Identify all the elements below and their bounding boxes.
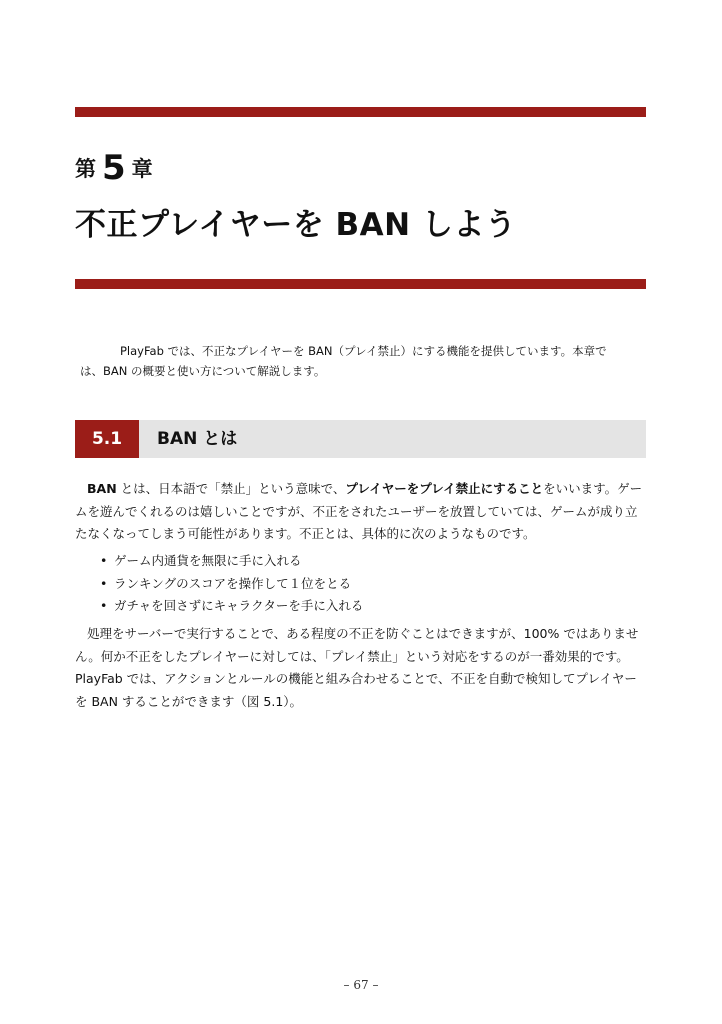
paragraph-1-text-a: とは、日本語で「禁止」という意味で、 — [116, 481, 346, 496]
paragraph-1 — [75, 478, 646, 546]
chapter-intro — [80, 341, 640, 381]
list-item: • ガチャを回さずにキャラクターを手に入れる — [100, 595, 363, 618]
list-item: • ゲーム内通貨を無限に手に入れる — [100, 550, 363, 573]
cheat-examples-list — [100, 550, 363, 618]
chapter-label — [75, 148, 153, 189]
chapter-suffix: 章 — [131, 157, 153, 181]
paragraph-1-emphasis: プレイヤーをプレイ禁止にすること — [345, 481, 544, 496]
list-item: • ランキングのスコアを操作して１位をとる — [100, 573, 363, 596]
chapter-bottom-rule — [75, 279, 646, 289]
chapter-number: 5 — [102, 148, 126, 188]
section-header — [75, 420, 646, 458]
paragraph-2 — [75, 623, 646, 713]
section-number: 5.1 — [75, 420, 139, 458]
chapter-top-rule — [75, 107, 646, 117]
term-ban: BAN — [87, 481, 117, 496]
section-title: BAN とは — [157, 429, 238, 449]
intro-line-1: PlayFab では、不正なプレイヤーを BAN（プレイ禁止）にする機能を提供しています。本章で — [120, 344, 607, 358]
page-number: – 67 – — [343, 978, 379, 992]
paragraph-2-text: 処理をサーバーで実行することで、ある程度の不正を防ぐことはできますが、100% ではありません。何か不正をしたプレイヤーに対しては、「プレイ禁止」という対応をするのが一番効果的です。PlayFab では、アクションとルールの機能と組み合わせることで、不正を自動で検知してプレイヤーを BAN することができます（図 5.1）。 — [75, 626, 639, 709]
chapter-title: 不正プレイヤーを BAN しよう — [75, 207, 517, 243]
intro-line-2: は、BAN の概要と使い方について解説します。 — [80, 364, 326, 378]
chapter-prefix: 第 — [75, 157, 96, 181]
paragraph-1-text-b: をいいます。ゲームを遊んでくれるのは嬉しいことですが、不正をされたユーザーを放置していては、ゲームが成り立たなくなってしまう可能性があります。不正とは、具体的に次のようなものです。 — [75, 481, 643, 542]
